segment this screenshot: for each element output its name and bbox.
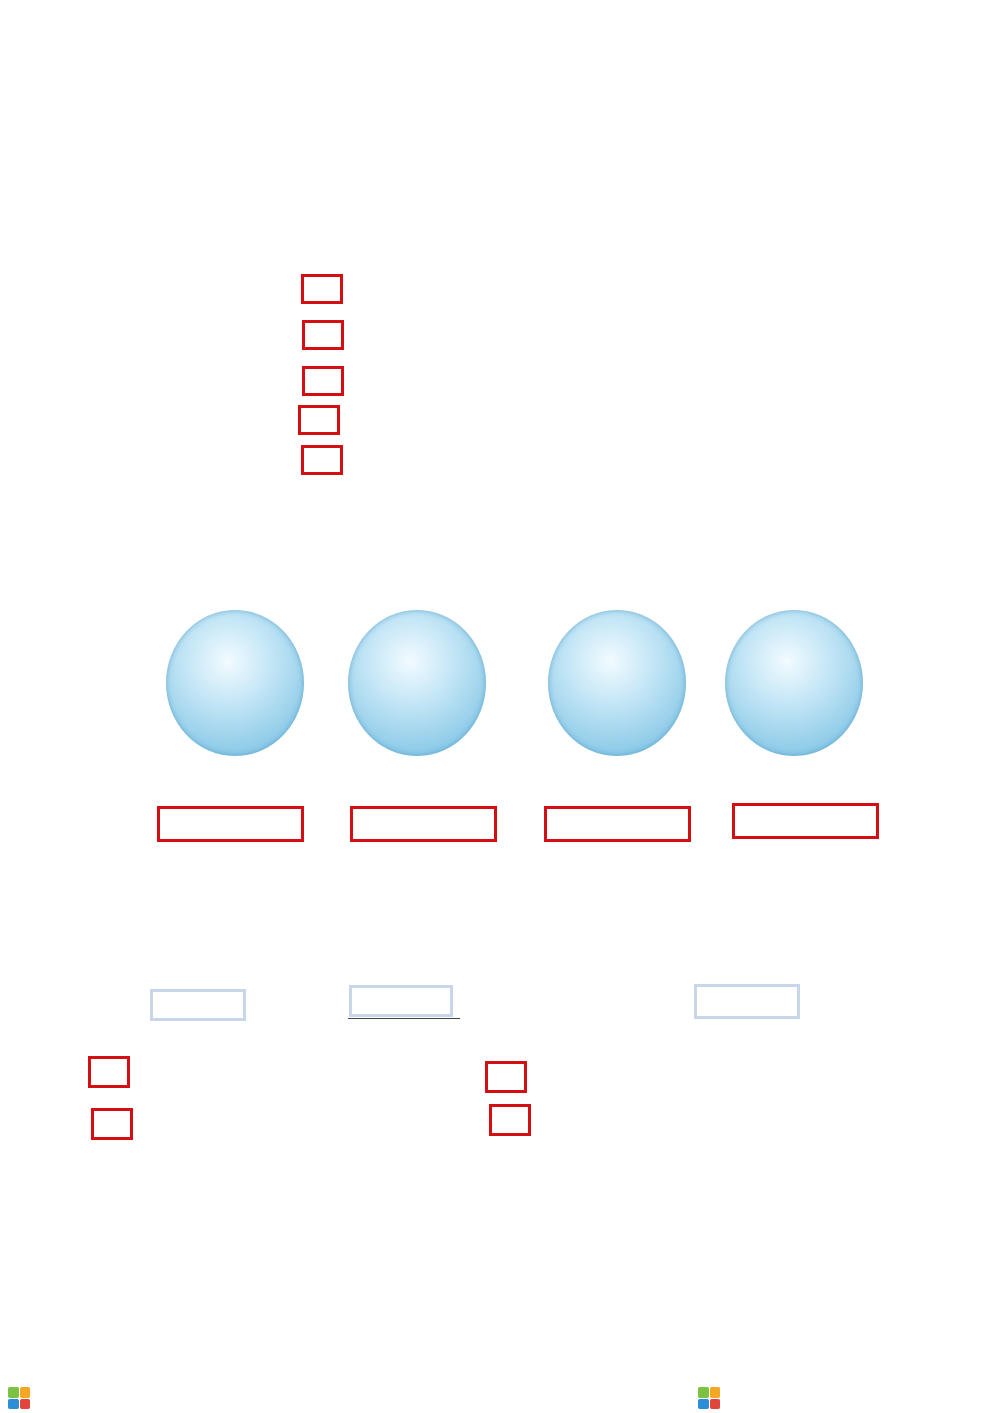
liveworksheets-mark-icon — [698, 1387, 720, 1409]
q3-option-checkbox-2[interactable] — [485, 1061, 527, 1093]
q2-answer-box-1[interactable] — [157, 806, 304, 842]
q2-answer-box-4[interactable] — [732, 803, 879, 839]
q1-answer-box-5[interactable] — [301, 445, 343, 475]
q3-option-checkbox-1[interactable] — [88, 1056, 130, 1088]
q2-title — [155, 526, 915, 555]
q1-title — [143, 155, 903, 194]
letter-bubble-1 — [166, 610, 304, 756]
q1-answer-box-1[interactable] — [301, 274, 343, 304]
q1-answer-box-2[interactable] — [302, 320, 344, 350]
q3-blank-2[interactable] — [349, 985, 453, 1017]
q3-option-checkbox-4[interactable] — [489, 1104, 531, 1136]
q3-underline-1 — [348, 1018, 460, 1019]
letter-bubble-3 — [548, 610, 686, 756]
letter-bubble-4 — [725, 610, 863, 756]
q1-answer-box-4[interactable] — [298, 405, 340, 435]
q1-answer-box-3[interactable] — [302, 366, 344, 396]
q2-answer-box-2[interactable] — [350, 806, 497, 842]
q3-blank-3[interactable] — [694, 984, 800, 1019]
liveworksheets-logo-left — [8, 1387, 34, 1409]
q3-blank-1[interactable] — [150, 989, 246, 1021]
liveworksheets-mark-icon — [8, 1387, 30, 1409]
letter-bubble-2 — [348, 610, 486, 756]
liveworksheets-logo-right — [698, 1387, 724, 1409]
q2-answer-box-3[interactable] — [544, 806, 691, 842]
q3-option-checkbox-3[interactable] — [91, 1108, 133, 1140]
